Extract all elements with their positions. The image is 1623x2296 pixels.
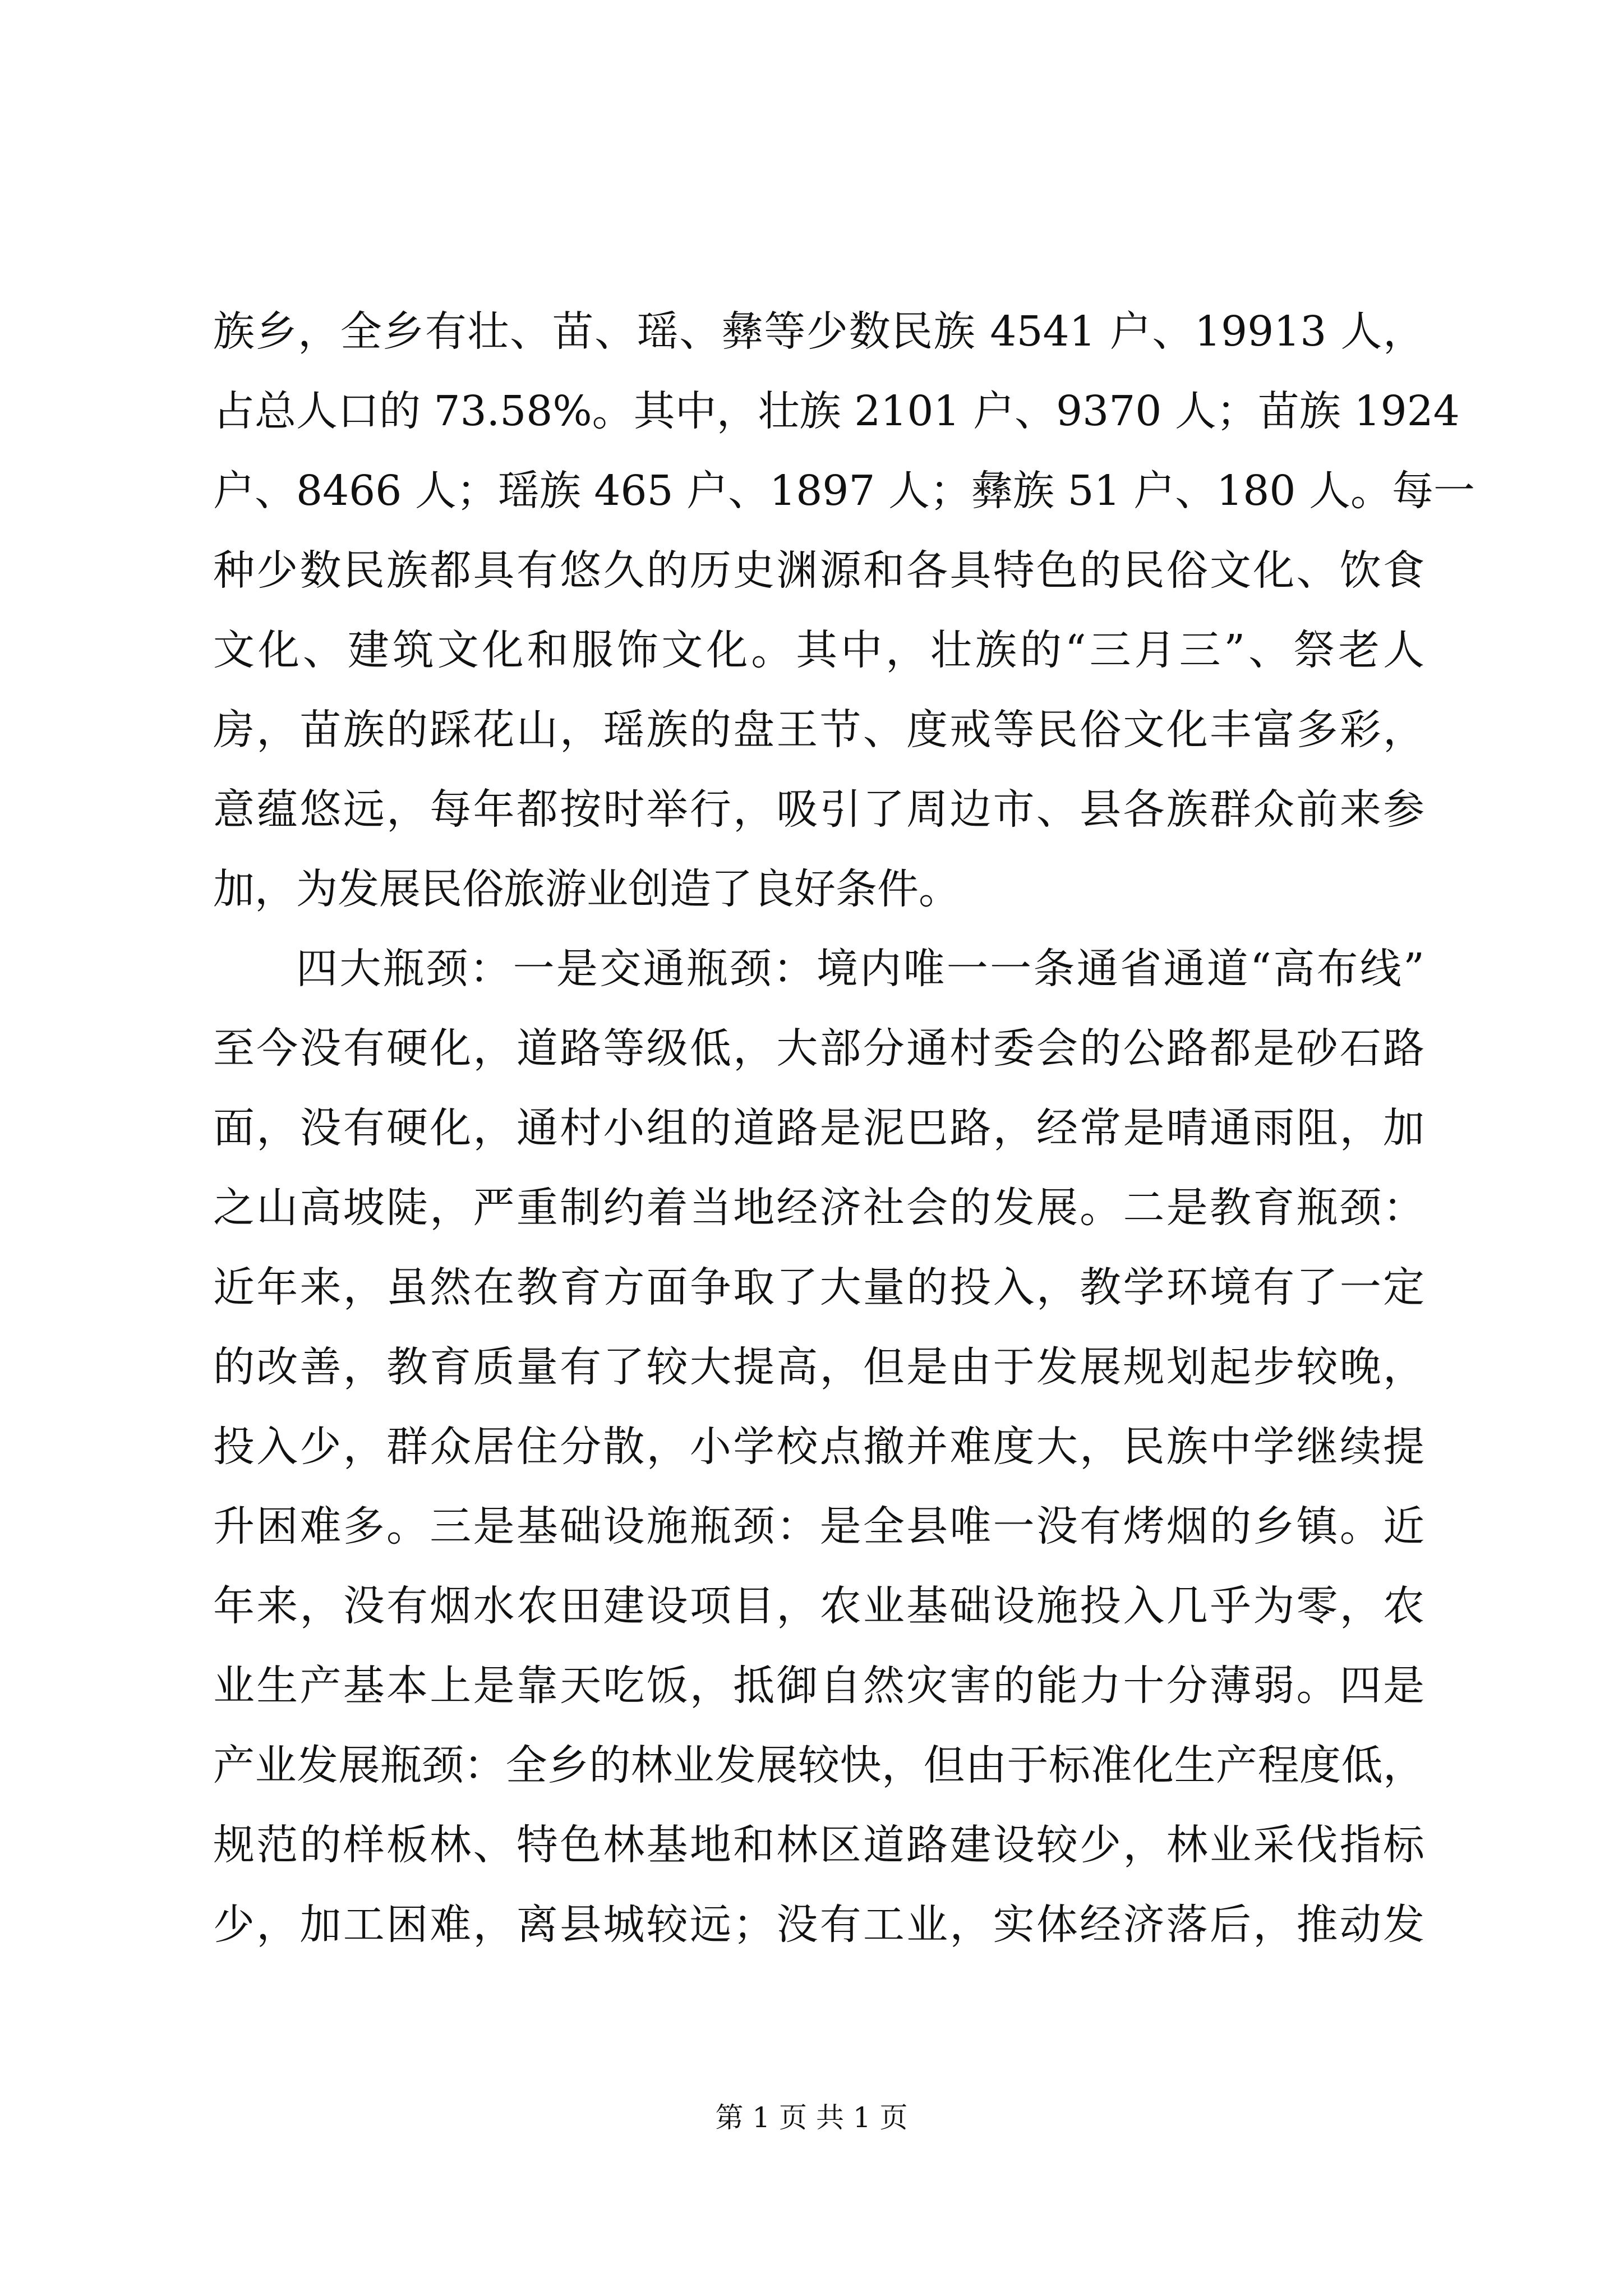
text-line: 户、8466 人；瑶族 465 户、1897 人；彝族 51 户、180 人。每一: [213, 467, 1475, 515]
page-number-footer: 第 1 页 共 1 页: [715, 2101, 908, 2134]
text-line: 加，为发展民俗旅游业创造了良好条件。: [213, 865, 960, 913]
text-line: 至今没有硬化，道路等级低，大部分通村委会的公路都是砂石路: [213, 1024, 1424, 1073]
paragraph-first-line: 四大瓶颈：一是交通瓶颈：境内唯一一条通省通道“高布线”: [296, 945, 1424, 993]
text-line: 房，苗族的踩花山，瑶族的盘王节、度戒等民俗文化丰富多彩，: [213, 706, 1424, 754]
text-line: 文化、建筑文化和服饰文化。其中，壮族的“三月三”、祭老人: [213, 626, 1424, 674]
text-line: 之山高坡陡，严重制约着当地经济社会的发展。二是教育瓶颈：: [213, 1184, 1424, 1232]
text-line: 种少数民族都具有悠久的历史渊源和各具特色的民俗文化、饮食: [213, 546, 1424, 595]
text-line: 业生产基本上是靠天吃饭，抵御自然灾害的能力十分薄弱。四是: [213, 1662, 1424, 1710]
text-line: 面，没有硬化，通村小组的道路是泥巴路，经常是晴通雨阻，加: [213, 1104, 1424, 1152]
text-line: 少，加工困难，离县城较远；没有工业，实体经济落后，推动发: [213, 1901, 1424, 1949]
text-line: 升困难多。三是基础设施瓶颈：是全县唯一没有烤烟的乡镇。近: [213, 1502, 1424, 1550]
text-line: 规范的样板林、特色林基地和林区道路建设较少，林业采伐指标: [213, 1821, 1424, 1869]
text-line: 产业发展瓶颈：全乡的林业发展较快，但由于标准化生产程度低，: [213, 1741, 1424, 1789]
text-line: 投入少，群众居住分散，小学校点撤并难度大，民族中学继续提: [213, 1423, 1424, 1471]
text-line: 近年来，虽然在教育方面争取了大量的投入，教学环境有了一定: [213, 1263, 1424, 1312]
text-line: 族乡，全乡有壮、苗、瑶、彝等少数民族 4541 户、19913 人，: [213, 307, 1424, 356]
text-line: 占总人口的 73.58%。其中，壮族 2101 户、9370 人；苗族 1924: [213, 387, 1460, 435]
text-line: 年来，没有烟水农田建设项目，农业基础设施投入几乎为零，农: [213, 1582, 1424, 1630]
body-text: [213, 292, 1475, 1964]
text-line: 的改善，教育质量有了较大提高，但是由于发展规划起步较晚，: [213, 1343, 1424, 1391]
text-line: 意蕴悠远，每年都按时举行，吸引了周边市、县各族群众前来参: [213, 785, 1424, 834]
